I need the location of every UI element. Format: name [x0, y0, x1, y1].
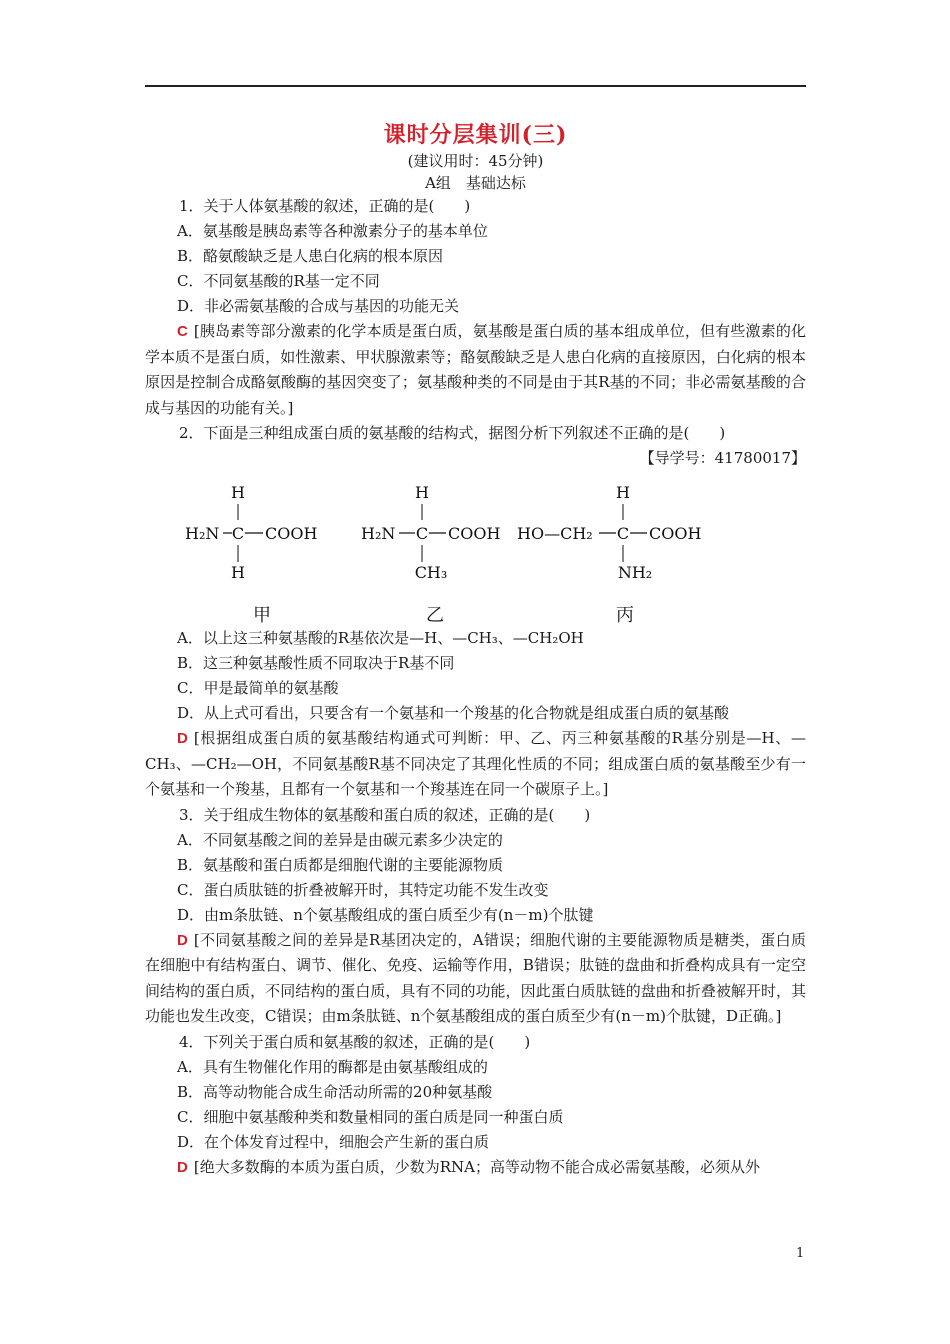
question-1	[145, 194, 806, 421]
answer-explanation	[145, 319, 806, 421]
jia-right: COOH	[265, 524, 318, 543]
option-a: A．具有生物催化作用的酶都是由氨基酸组成的	[177, 1057, 488, 1076]
explanation-text: [胰岛素等部分激素的化学本质是蛋白质，氨基酸是蛋白质的基本组成单位，但有些激素的化学本质不是蛋白质，如性激素、甲状腺激素等；酪氨酸缺乏是人患白化病的直接原因，白化病的根本原因是控制合成酪氨酸酶的基因突变了；氨基酸种类的不同是由于其R基的不同；非必需氨基酸的合成与基因的功能有关。]	[145, 322, 806, 417]
structural-formulas	[145, 471, 806, 626]
formulas-figure	[145, 471, 806, 626]
option-d: D．在个体发育过程中，细胞会产生新的蛋白质	[177, 1132, 490, 1151]
explanation-text: [绝大多数酶的本质为蛋白质，少数为RNA；高等动物不能合成必需氨基酸，必须从外	[193, 1157, 760, 1176]
page-number: 1	[796, 1246, 805, 1261]
option-d: D．非必需氨基酸的合成与基因的功能无关	[177, 297, 460, 315]
bing-right: COOH	[649, 524, 702, 543]
question-stem: 3．关于组成生物体的氨基酸和蛋白质的叙述，正确的是( )	[179, 805, 591, 824]
bing-top: H	[616, 483, 630, 502]
yi-label: 乙	[426, 605, 444, 626]
answer-letter: D	[177, 730, 188, 747]
option-c: C．蛋白质肽链的折叠被解开时，其特定功能不发生改变	[177, 880, 549, 899]
bing-center: C	[616, 524, 630, 543]
explanation-text: [不同氨基酸之间的差异是R基团决定的，A错误；细胞代谢的主要能源物质是糖类，蛋白质在细胞中有结构蛋白、调节、催化、免疫、运输等作用，B错误；肽链的盘曲和折叠构成具有一定空间结构的蛋白质，不同结构的蛋白质，具有不同的功能，因此蛋白质肽链的盘曲和折叠被解开时，其功能也发生改变，C错误；由m条肽链、n个氨基酸组成的蛋白质至少有(n－m)个肽键，D正确。]	[145, 930, 806, 1025]
answer-letter: D	[177, 1158, 188, 1176]
yi-center: C	[415, 524, 429, 543]
header-rule	[145, 85, 806, 87]
option-b: B．氨基酸和蛋白质都是细胞代谢的主要能源物质	[177, 855, 504, 874]
structure-bing	[517, 483, 701, 626]
question-stem: 1．关于人体氨基酸的叙述，正确的是( )	[179, 197, 471, 215]
structure-jia	[185, 483, 317, 626]
answer-explanation	[145, 726, 806, 803]
question-stem: 4．下列关于蛋白质和氨基酸的叙述，正确的是( )	[179, 1032, 531, 1051]
option-d: D．由m条肽链、n个氨基酸组成的蛋白质至少有(n－m)个肽键	[177, 905, 594, 924]
question-3	[145, 803, 806, 1030]
jia-left: H₂N	[185, 524, 220, 543]
bing-label: 丙	[616, 605, 634, 626]
yi-left: H₂N	[361, 524, 396, 543]
document-page	[145, 118, 806, 1180]
answer-letter: C	[177, 323, 188, 340]
question-2	[145, 421, 806, 803]
jia-center: C	[231, 524, 245, 543]
structure-yi	[361, 483, 500, 626]
option-d: D．从上式可看出，只要含有一个氨基和一个羧基的化合物就是组成蛋白质的氨基酸	[177, 704, 730, 722]
yi-top: H	[415, 483, 429, 502]
jia-label: 甲	[253, 605, 271, 626]
yi-right: COOH	[448, 524, 501, 543]
option-a: A．氨基酸是胰岛素等各种激素分子的基本单位	[177, 222, 488, 240]
bing-left: HO—CH₂	[517, 524, 593, 543]
jia-bottom: H	[231, 563, 245, 582]
answer-explanation	[145, 928, 806, 1030]
answer-letter: D	[177, 931, 188, 949]
option-b: B．酪氨酸缺乏是人患白化病的根本原因	[177, 247, 444, 265]
explanation-text: [根据组成蛋白质的氨基酸结构通式可判断：甲、乙、丙三种氨基酸的R基分别是—H、—CH₃、—CH₂—OH，不同氨基酸R基不同决定了其理化性质的不同；组成蛋白质的氨基酸至少有一个氨基和一个羧基，且都有一个氨基和一个羧基连在同一个碳原子上。]	[145, 729, 806, 798]
yi-bottom: CH₃	[414, 563, 448, 582]
option-c: C．不同氨基酸的R基一定不同	[177, 272, 380, 290]
group-heading: A组 基础达标	[425, 174, 526, 192]
option-c: C．细胞中氨基酸种类和数量相同的蛋白质是同一种蛋白质	[177, 1107, 564, 1126]
guide-number: 【导学号：41780017】	[639, 449, 806, 467]
option-b: B．这三种氨基酸性质不同取决于R基不同	[177, 654, 455, 672]
option-a: A．不同氨基酸之间的差异是由碳元素多少决定的	[177, 830, 503, 849]
option-b: B．高等动物能合成生命活动所需的20种氨基酸	[177, 1082, 493, 1101]
answer-explanation	[145, 1155, 806, 1181]
question-4	[145, 1030, 806, 1181]
jia-top: H	[231, 483, 245, 502]
subtitle: (建议用时：45分钟)	[407, 152, 544, 170]
option-a: A．以上这三种氨基酸的R基依次是—H、—CH₃、—CH₂OH	[177, 629, 584, 647]
option-c: C．甲是最简单的氨基酸	[177, 679, 339, 697]
page-title: 课时分层集训(三)	[383, 122, 568, 148]
bing-bottom: NH₂	[617, 563, 653, 582]
question-stem: 2．下面是三种组成蛋白质的氨基酸的结构式，据图分析下列叙述不正确的是( )	[179, 424, 726, 442]
